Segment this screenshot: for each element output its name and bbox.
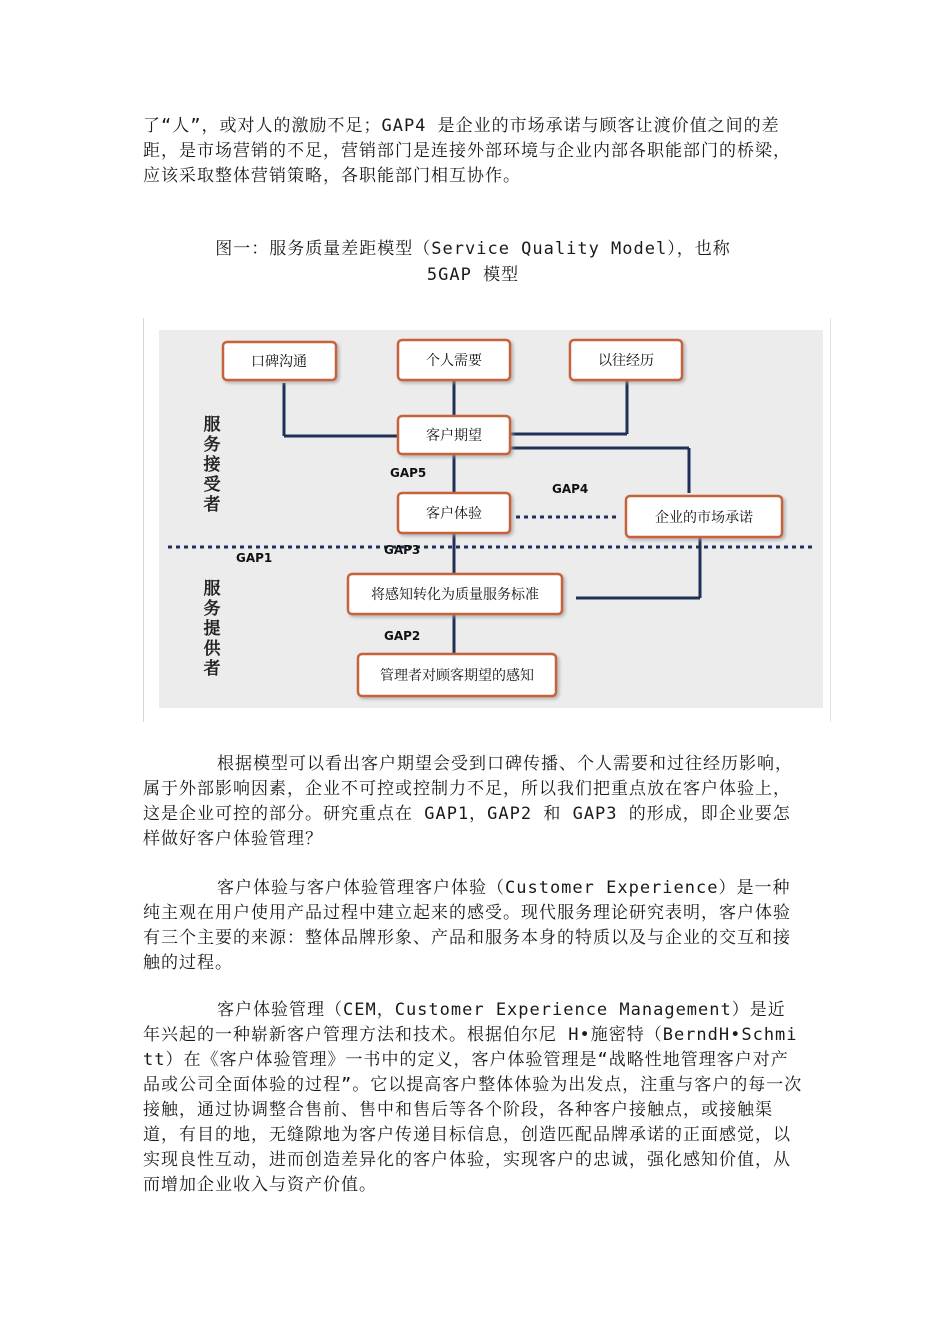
paragraph-model-analysis xyxy=(143,752,803,852)
svg-text:服: 服 xyxy=(203,415,221,435)
svg-text:供: 供 xyxy=(203,639,221,659)
paragraph-text: 客户体验管理（CEM，Customer Experience Management）是近年兴起的一种崭新客户管理方法和技术。根据伯尔尼 H•施密特（BerndH•Schmitt）在《客户体验管理》一书中的定义，客户体验管理是“战略性地管理客户对产品或公司全面体验的过程”。它以提高客户整体体验为出发点，注重与客户的每一次接触，通过协调整合售前、售中和售后等各个阶段，各种客户接触点，或接触渠道，有目的地，无缝隙地为客户传递目标信息，创造匹配品牌承诺的正面感觉，以实现良性互动，进而创造差异化的客户体验，实现客户的忠诚，强化感知价值，从而增加企业收入与资产价值。 xyxy=(143,1000,803,1195)
svg-text:受: 受 xyxy=(203,475,221,495)
svg-text:者: 者 xyxy=(203,659,221,679)
caption-line-1: 图一：服务质量差距模型（Service Quality Model），也称 xyxy=(215,239,731,259)
gap-model-figure xyxy=(143,318,831,722)
label-expected-service: 客户期望 xyxy=(426,428,482,444)
figure-caption xyxy=(143,236,803,288)
gap-model-diagram xyxy=(144,318,830,722)
side-label-provider xyxy=(204,579,222,679)
label-market-promise: 企业的市场承诺 xyxy=(655,510,753,526)
paragraph-gap4 xyxy=(143,114,803,189)
gap1-label: GAP1 xyxy=(236,551,273,565)
svg-text:务: 务 xyxy=(203,435,221,455)
paragraph-customer-experience xyxy=(143,876,803,976)
gap5-label: GAP5 xyxy=(390,466,427,480)
svg-text:接: 接 xyxy=(203,455,221,475)
paragraph-text: 客户体验与客户体验管理客户体验（Customer Experience）是一种纯主观在用户使用产品过程中建立起来的感受。现代服务理论研究表明，客户体验有三个主要的来源：整体品牌形象、产品和服务本身的特质以及与企业的交互和接触的过程。 xyxy=(143,878,791,973)
svg-text:者: 者 xyxy=(203,495,221,515)
gap4-label: GAP4 xyxy=(552,482,589,496)
paragraph-cem xyxy=(143,998,803,1198)
svg-text:服: 服 xyxy=(203,579,221,599)
gap3-label: GAP3 xyxy=(384,543,421,557)
paragraph-text: 了“人”，或对人的激励不足；GAP4 是企业的市场承诺与顾客让渡价值之间的差距，是市场营销的不足，营销部门是连接外部环境与企业内部各职能部门的桥梁，应该采取整体营销策略，各职能部门相互协作。 xyxy=(143,116,791,186)
label-word-of-mouth: 口碑沟通 xyxy=(251,354,307,370)
label-perceived-service: 客户体验 xyxy=(426,506,482,522)
side-label-receiver xyxy=(203,415,222,515)
label-personal-needs: 个人需要 xyxy=(426,353,482,369)
caption-line-2: 5GAP 模型 xyxy=(426,265,520,285)
svg-text:提: 提 xyxy=(203,619,221,639)
label-management-perception: 管理者对顾客期望的感知 xyxy=(380,668,534,684)
paragraph-text: 根据模型可以看出客户期望会受到口碑传播、个人需要和过往经历影响，属于外部影响因素，企业不可控或控制力不足，所以我们把重点放在客户体验上，这是企业可控的部分。研究重点在 GAP1，GAP2 和 GAP3 的形成，即企业要怎样做好客户体验管理？ xyxy=(143,754,793,849)
label-past-experience: 以往经历 xyxy=(598,353,654,369)
gap2-label: GAP2 xyxy=(384,629,421,643)
svg-text:务: 务 xyxy=(203,599,221,619)
label-service-standards: 将感知转化为质量服务标准 xyxy=(371,587,539,603)
